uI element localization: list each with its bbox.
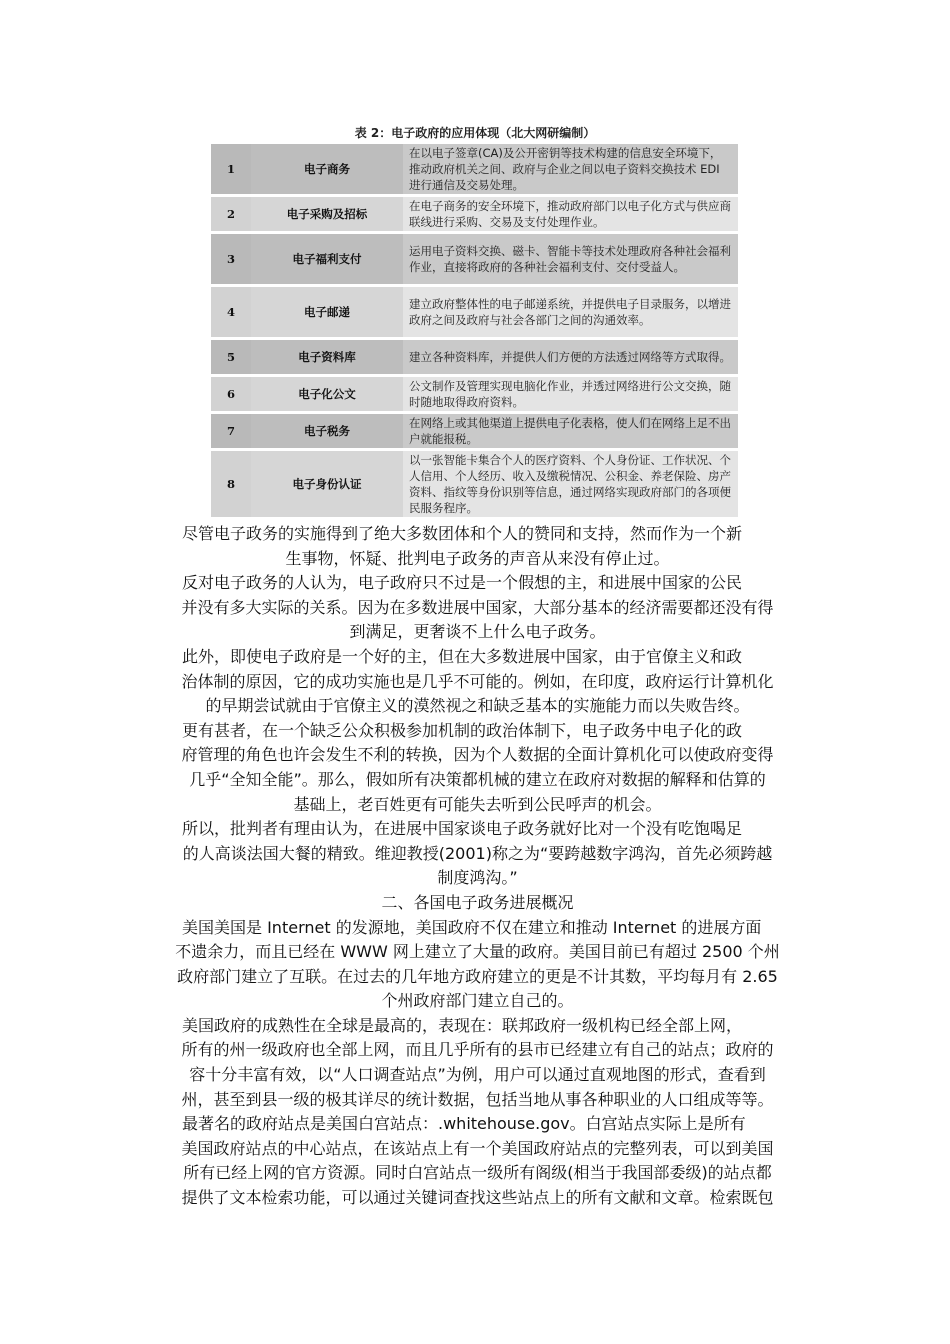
text-line: 政府部门建立了互联。在过去的几年地方政府建立的更是不计其数，平均每月有 2.65 xyxy=(177,966,778,986)
table-row xyxy=(211,377,738,411)
row-description: 在电子商务的安全环境下，推动政府部门以电子化方式与供应商联线进行采购、交易及支付处理作业。 xyxy=(403,197,738,231)
row-name: 电子福利支付 xyxy=(251,234,403,284)
text-line: 所以，批判者有理由认为，在进展中国家谈电子政务就好比对一个没有吃饱喝足 xyxy=(182,819,743,839)
text-line: 更有甚者，在一个缺乏公众积极参加机制的政治体制下，电子政务中电子化的政 xyxy=(182,720,743,740)
text-line: 几乎“全知全能”。那么，假如所有决策都机械的建立在政府对数据的解释和估算的 xyxy=(189,769,766,789)
row-name: 电子身份认证 xyxy=(251,451,403,517)
text-line: 的人高谈法国大餐的精致。维迎教授(2001)称之为“要跨越数字鸿沟，首先必须跨越 xyxy=(182,843,773,863)
text-line: 并没有多大实际的关系。因为在多数进展中国家，大部分基本的经济需要都还没有得 xyxy=(181,597,774,617)
text-line: 此外，即使电子政府是一个好的主，但在大多数进展中国家，由于官僚主义和政 xyxy=(182,646,743,666)
text-line: 容十分丰富有效，以“人口调查站点”为例，用户可以通过直观地图的形式，查看到 xyxy=(189,1065,766,1085)
row-description: 以一张智能卡集合个人的医疗资料、个人身份证、工作状况、个人信用、个人经历、收入及缴税情况、公积金、养老保险、房产资料、指纹等身份识别等信息，通过网络实现政府部门的各项便民服务程序。 xyxy=(403,451,738,517)
row-description: 公文制作及管理实现电脑化作业，并透过网络进行公文交换，随时随地取得政府资料。 xyxy=(403,377,738,411)
text-line: 制度鸿沟。” xyxy=(437,868,518,888)
table-row xyxy=(211,414,738,448)
table-row xyxy=(211,234,738,284)
text-line: 美国美国是 Internet 的发源地，美国政府不仅在建立和推动 Internet 的进展方面 xyxy=(182,917,762,937)
table-row xyxy=(211,197,738,231)
row-number: 2 xyxy=(211,197,251,231)
text-line: 生事物，怀疑、批判电子政务的声音从来没有停止过。 xyxy=(285,548,670,568)
row-number: 1 xyxy=(211,144,251,194)
text-line: 个州政府部门建立自己的。 xyxy=(381,991,574,1011)
text-line: 美国政府站点的中心站点，在该站点上有一个美国政府站点的完整列表，可以到美国 xyxy=(181,1138,774,1158)
text-line: 所有已经上网的官方资源。同时白宫站点一级所有阁级(相当于我国部委级)的站点都 xyxy=(183,1163,772,1183)
row-number: 5 xyxy=(211,340,251,374)
row-description: 建立各种资料库，并提供人们方便的方法透过网络等方式取得。 xyxy=(403,340,738,374)
row-description: 运用电子资料交换、磁卡、智能卡等技术处理政府各种社会福利作业，直接将政府的各种社会福利支付、交付受益人。 xyxy=(403,234,738,284)
text-line: 美国政府的成熟性在全球是最高的，表现在：联邦政府一级机构已经全部上网， xyxy=(182,1015,743,1035)
row-number: 6 xyxy=(211,377,251,411)
text-line: 治体制的原因，它的成功实施也是几乎不可能的。例如，在印度，政府运行计算机化 xyxy=(181,671,774,691)
row-name: 电子邮递 xyxy=(251,287,403,337)
text-line: 州，甚至到县一级的极其详尽的统计数据，包括当地从事各种职业的人口组成等等。 xyxy=(181,1089,774,1109)
row-name: 电子采购及招标 xyxy=(251,197,403,231)
text-line: 提供了文本检索功能，可以通过关键词查找这些站点上的所有文献和文章。检索既包 xyxy=(181,1188,774,1208)
row-name: 电子资料库 xyxy=(251,340,403,374)
row-name: 电子税务 xyxy=(251,414,403,448)
table-caption: 表 2：电子政府的应用体现（北大网研编制） xyxy=(354,126,596,140)
row-number: 7 xyxy=(211,414,251,448)
row-description: 在以电子签章(CA)及公开密钥等技术构建的信息安全环境下，推动政府机关之间、政府与企业之间以电子资料交换技术 EDI 进行通信及交易处理。 xyxy=(403,144,738,194)
text-line: 府管理的角色也许会发生不利的转换，因为个人数据的全面计算机化可以使政府变得 xyxy=(181,745,774,765)
row-number: 4 xyxy=(211,287,251,337)
table-row xyxy=(211,144,738,194)
text-line: 不遗余力，而且已经在 WWW 网上建立了大量的政府。美国目前已有超过 2500 个州 xyxy=(175,942,780,962)
text-line: 到满足，更奢谈不上什么电子政务。 xyxy=(349,622,606,642)
body-text xyxy=(150,522,805,1211)
row-name: 电子商务 xyxy=(251,144,403,194)
row-description: 在网络上或其他渠道上提供电子化表格，使人们在网络上足不出户就能报税。 xyxy=(403,414,738,448)
table-row xyxy=(211,287,738,337)
table-row xyxy=(211,451,738,517)
e-government-table xyxy=(211,141,738,520)
text-line: 反对电子政务的人认为，电子政府只不过是一个假想的主，和进展中国家的公民 xyxy=(182,573,743,593)
text-line: 最著名的政府站点是美国白宫站点：.whitehouse.gov。白宫站点实际上是所有 xyxy=(182,1114,746,1134)
text-line: 基础上，老百姓更有可能失去听到公民呼声的机会。 xyxy=(293,794,662,814)
row-description: 建立政府整体性的电子邮递系统，并提供电子目录服务，以增进政府之间及政府与社会各部门之间的沟通效率。 xyxy=(403,287,738,337)
text-line: 尽管电子政务的实施得到了绝大多数团体和个人的赞同和支持，然而作为一个新 xyxy=(182,524,743,543)
text-line: 所有的州一级政府也全部上网，而且几乎所有的县市已经建立有自己的站点；政府的 xyxy=(181,1040,774,1060)
row-name: 电子化公文 xyxy=(251,377,403,411)
text-line: 的早期尝试就由于官僚主义的漠然视之和缺乏基本的实施能力而以失败告终。 xyxy=(205,696,750,716)
table-row xyxy=(211,340,738,374)
section-heading: 二、各国电子政务进展概况 xyxy=(381,892,574,912)
row-number: 8 xyxy=(211,451,251,517)
row-number: 3 xyxy=(211,234,251,284)
